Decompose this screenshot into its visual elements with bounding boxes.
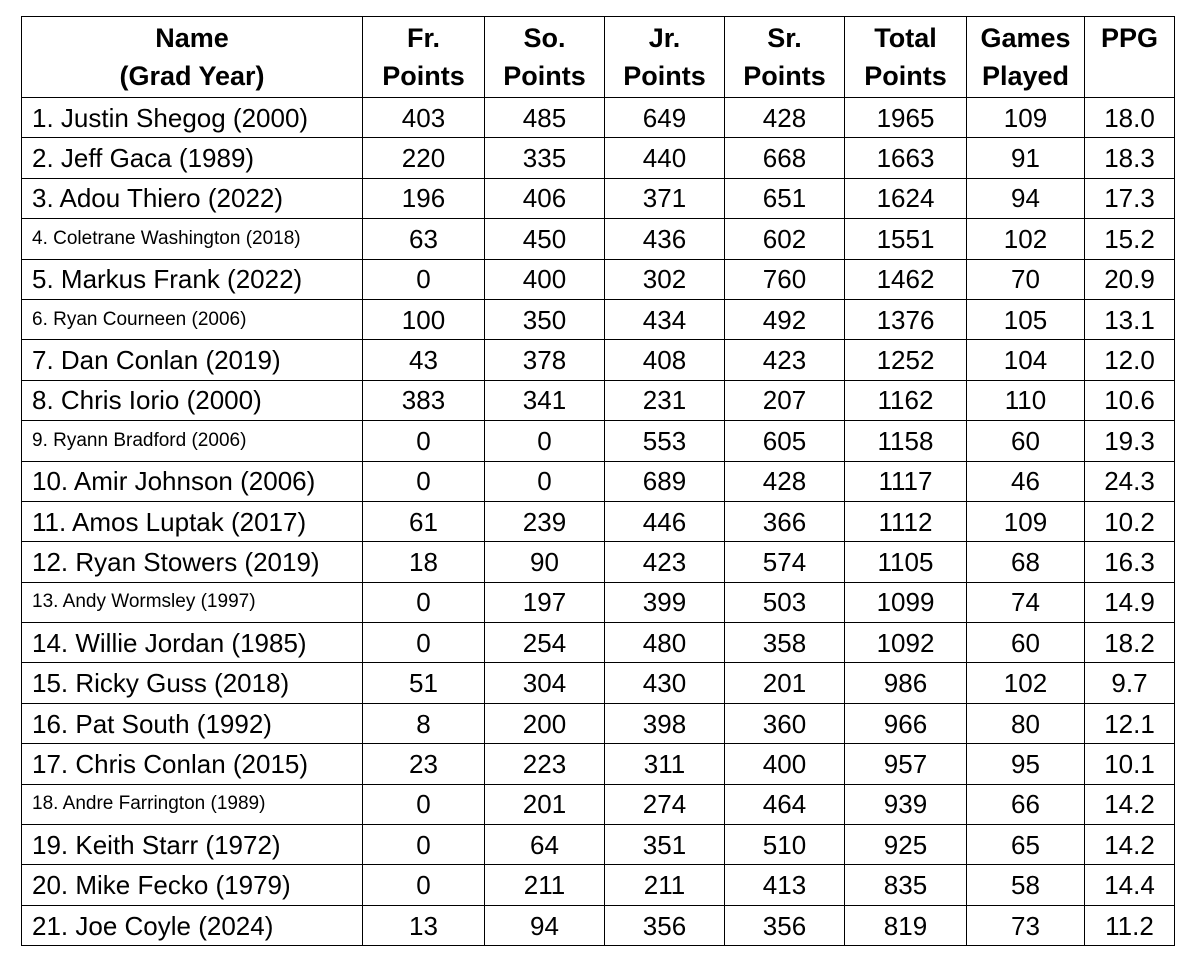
player-name-cell: 19. Keith Starr (1972) [22, 825, 363, 865]
total-points-cell: 1112 [845, 501, 967, 541]
so-points-cell: 450 [485, 219, 605, 259]
sr-points-cell: 400 [725, 744, 845, 784]
so-points-cell: 94 [485, 905, 605, 945]
so-points-cell: 485 [485, 98, 605, 138]
ppg-cell: 15.2 [1085, 219, 1175, 259]
player-name-cell: 2. Jeff Gaca (1989) [22, 138, 363, 178]
ppg-cell: 10.2 [1085, 501, 1175, 541]
table-row [22, 178, 1175, 218]
ppg-cell: 19.3 [1085, 421, 1175, 461]
fr-points-cell: 403 [363, 98, 485, 138]
sr-points-cell: 602 [725, 219, 845, 259]
ppg-cell: 10.1 [1085, 744, 1175, 784]
player-name-cell: 14. Willie Jordan (1985) [22, 623, 363, 663]
total-points-cell: 1105 [845, 542, 967, 582]
so-points-cell: 239 [485, 501, 605, 541]
fr-points-cell: 8 [363, 703, 485, 743]
table-row [22, 461, 1175, 501]
table-row [22, 623, 1175, 663]
jr-points-cell: 398 [605, 703, 725, 743]
table-row [22, 98, 1175, 138]
fr-points-cell: 0 [363, 259, 485, 299]
total-points-cell: 1092 [845, 623, 967, 663]
total-points-cell: 925 [845, 825, 967, 865]
table-row [22, 703, 1175, 743]
games-played-cell: 94 [967, 178, 1085, 218]
player-name-cell: 7. Dan Conlan (2019) [22, 340, 363, 380]
scoring-leaders-table [21, 16, 1175, 946]
ppg-cell: 24.3 [1085, 461, 1175, 501]
so-points-cell: 0 [485, 421, 605, 461]
so-points-cell: 335 [485, 138, 605, 178]
total-points-cell: 1162 [845, 380, 967, 420]
table-body [22, 98, 1175, 946]
jr-points-cell: 371 [605, 178, 725, 218]
games-played-cell: 104 [967, 340, 1085, 380]
jr-points-cell: 440 [605, 138, 725, 178]
so-points-cell: 254 [485, 623, 605, 663]
games-played-cell: 80 [967, 703, 1085, 743]
header-label-line: Games [980, 23, 1071, 53]
ppg-cell: 20.9 [1085, 259, 1175, 299]
sr-points-cell: 366 [725, 501, 845, 541]
total-points-cell: 1663 [845, 138, 967, 178]
player-name-cell: 17. Chris Conlan (2015) [22, 744, 363, 784]
games-played-cell: 70 [967, 259, 1085, 299]
games-played-cell: 74 [967, 582, 1085, 622]
sr-points-cell: 207 [725, 380, 845, 420]
ppg-cell: 13.1 [1085, 299, 1175, 339]
games-played-cell: 73 [967, 905, 1085, 945]
total-points-cell: 966 [845, 703, 967, 743]
sr-points-cell: 356 [725, 905, 845, 945]
header-label-line: Total [874, 23, 937, 53]
so-points-cell: 350 [485, 299, 605, 339]
player-name-cell: 1. Justin Shegog (2000) [22, 98, 363, 138]
table-row [22, 663, 1175, 703]
header-label-line: Fr. [406, 23, 440, 53]
ppg-cell: 12.1 [1085, 703, 1175, 743]
player-name-cell: 11. Amos Luptak (2017) [22, 501, 363, 541]
ppg-cell: 12.0 [1085, 340, 1175, 380]
table-row [22, 542, 1175, 582]
ppg-cell: 14.9 [1085, 582, 1175, 622]
games-played-cell: 109 [967, 501, 1085, 541]
jr-points-cell: 351 [605, 825, 725, 865]
sr-points-cell: 605 [725, 421, 845, 461]
player-name-cell: 15. Ricky Guss (2018) [22, 663, 363, 703]
fr-points-cell: 0 [363, 865, 485, 905]
jr-points-cell: 274 [605, 784, 725, 824]
total-points-cell: 1462 [845, 259, 967, 299]
table-row [22, 340, 1175, 380]
header-so-points [485, 17, 605, 98]
player-name-cell: 16. Pat South (1992) [22, 703, 363, 743]
games-played-cell: 102 [967, 663, 1085, 703]
player-name-cell: 12. Ryan Stowers (2019) [22, 542, 363, 582]
games-played-cell: 60 [967, 421, 1085, 461]
table-row [22, 299, 1175, 339]
total-points-cell: 1376 [845, 299, 967, 339]
header-label-line: Points [864, 61, 947, 91]
table-row [22, 219, 1175, 259]
player-name-cell: 8. Chris Iorio (2000) [22, 380, 363, 420]
header-label-line: Name [155, 23, 229, 53]
total-points-cell: 1099 [845, 582, 967, 622]
player-name-cell: 3. Adou Thiero (2022) [22, 178, 363, 218]
table-row [22, 421, 1175, 461]
fr-points-cell: 0 [363, 461, 485, 501]
sr-points-cell: 574 [725, 542, 845, 582]
table-row [22, 825, 1175, 865]
so-points-cell: 90 [485, 542, 605, 582]
games-played-cell: 66 [967, 784, 1085, 824]
sr-points-cell: 428 [725, 98, 845, 138]
ppg-cell: 16.3 [1085, 542, 1175, 582]
so-points-cell: 201 [485, 784, 605, 824]
player-name-cell: 9. Ryann Bradford (2006) [22, 421, 363, 461]
ppg-cell: 14.2 [1085, 825, 1175, 865]
ppg-cell: 11.2 [1085, 905, 1175, 945]
so-points-cell: 406 [485, 178, 605, 218]
jr-points-cell: 553 [605, 421, 725, 461]
header-games-played [967, 17, 1085, 98]
sr-points-cell: 428 [725, 461, 845, 501]
so-points-cell: 0 [485, 461, 605, 501]
so-points-cell: 223 [485, 744, 605, 784]
fr-points-cell: 23 [363, 744, 485, 784]
ppg-cell: 17.3 [1085, 178, 1175, 218]
total-points-cell: 957 [845, 744, 967, 784]
sr-points-cell: 464 [725, 784, 845, 824]
jr-points-cell: 399 [605, 582, 725, 622]
jr-points-cell: 436 [605, 219, 725, 259]
sr-points-cell: 510 [725, 825, 845, 865]
fr-points-cell: 220 [363, 138, 485, 178]
fr-points-cell: 0 [363, 421, 485, 461]
player-name-cell: 6. Ryan Courneen (2006) [22, 299, 363, 339]
games-played-cell: 105 [967, 299, 1085, 339]
header-name [22, 17, 363, 98]
sr-points-cell: 503 [725, 582, 845, 622]
jr-points-cell: 302 [605, 259, 725, 299]
header-total-points [845, 17, 967, 98]
ppg-cell: 18.2 [1085, 623, 1175, 663]
fr-points-cell: 18 [363, 542, 485, 582]
table-row [22, 582, 1175, 622]
games-played-cell: 102 [967, 219, 1085, 259]
total-points-cell: 1252 [845, 340, 967, 380]
fr-points-cell: 0 [363, 784, 485, 824]
jr-points-cell: 231 [605, 380, 725, 420]
sr-points-cell: 760 [725, 259, 845, 299]
total-points-cell: 1624 [845, 178, 967, 218]
total-points-cell: 1117 [845, 461, 967, 501]
games-played-cell: 46 [967, 461, 1085, 501]
games-played-cell: 91 [967, 138, 1085, 178]
games-played-cell: 95 [967, 744, 1085, 784]
so-points-cell: 400 [485, 259, 605, 299]
total-points-cell: 939 [845, 784, 967, 824]
fr-points-cell: 13 [363, 905, 485, 945]
jr-points-cell: 649 [605, 98, 725, 138]
header-label-line: So. [523, 23, 566, 53]
table-row [22, 380, 1175, 420]
header-label-line: Points [623, 61, 706, 91]
header-jr-points [605, 17, 725, 98]
player-name-cell: 13. Andy Wormsley (1997) [22, 582, 363, 622]
sr-points-cell: 360 [725, 703, 845, 743]
total-points-cell: 1551 [845, 219, 967, 259]
sr-points-cell: 651 [725, 178, 845, 218]
games-played-cell: 68 [967, 542, 1085, 582]
so-points-cell: 197 [485, 582, 605, 622]
header-label-line: Played [981, 61, 1070, 91]
so-points-cell: 304 [485, 663, 605, 703]
table-row [22, 744, 1175, 784]
table-row [22, 259, 1175, 299]
ppg-cell: 18.0 [1085, 98, 1175, 138]
jr-points-cell: 446 [605, 501, 725, 541]
sr-points-cell: 423 [725, 340, 845, 380]
jr-points-cell: 408 [605, 340, 725, 380]
ppg-cell: 18.3 [1085, 138, 1175, 178]
jr-points-cell: 211 [605, 865, 725, 905]
header-fr-points [363, 17, 485, 98]
fr-points-cell: 43 [363, 340, 485, 380]
player-name-cell: 10. Amir Johnson (2006) [22, 461, 363, 501]
sr-points-cell: 358 [725, 623, 845, 663]
table-row [22, 138, 1175, 178]
jr-points-cell: 356 [605, 905, 725, 945]
table-row [22, 501, 1175, 541]
so-points-cell: 64 [485, 825, 605, 865]
so-points-cell: 341 [485, 380, 605, 420]
header-label-line: PPG [1100, 23, 1159, 53]
fr-points-cell: 100 [363, 299, 485, 339]
table-row [22, 905, 1175, 945]
jr-points-cell: 311 [605, 744, 725, 784]
player-name-cell: 18. Andre Farrington (1989) [22, 784, 363, 824]
header-sr-points [725, 17, 845, 98]
table-row [22, 784, 1175, 824]
header-label-line: Points [743, 61, 826, 91]
jr-points-cell: 480 [605, 623, 725, 663]
ppg-cell: 14.4 [1085, 865, 1175, 905]
header-ppg [1085, 17, 1175, 98]
sr-points-cell: 201 [725, 663, 845, 703]
header-label-line: Sr. [767, 23, 802, 53]
games-played-cell: 109 [967, 98, 1085, 138]
ppg-cell: 10.6 [1085, 380, 1175, 420]
header-row [22, 17, 1175, 98]
fr-points-cell: 196 [363, 178, 485, 218]
header-label-line: Points [503, 61, 586, 91]
header-label-line: (Grad Year) [119, 61, 265, 91]
fr-points-cell: 0 [363, 623, 485, 663]
games-played-cell: 110 [967, 380, 1085, 420]
fr-points-cell: 383 [363, 380, 485, 420]
player-name-cell: 5. Markus Frank (2022) [22, 259, 363, 299]
jr-points-cell: 423 [605, 542, 725, 582]
fr-points-cell: 0 [363, 825, 485, 865]
sr-points-cell: 668 [725, 138, 845, 178]
fr-points-cell: 63 [363, 219, 485, 259]
ppg-cell: 14.2 [1085, 784, 1175, 824]
fr-points-cell: 51 [363, 663, 485, 703]
header-label-line: Jr. [648, 23, 681, 53]
total-points-cell: 1158 [845, 421, 967, 461]
jr-points-cell: 430 [605, 663, 725, 703]
total-points-cell: 986 [845, 663, 967, 703]
ppg-cell: 9.7 [1085, 663, 1175, 703]
jr-points-cell: 434 [605, 299, 725, 339]
fr-points-cell: 0 [363, 582, 485, 622]
so-points-cell: 200 [485, 703, 605, 743]
games-played-cell: 65 [967, 825, 1085, 865]
player-name-cell: 21. Joe Coyle (2024) [22, 905, 363, 945]
table-row [22, 865, 1175, 905]
sr-points-cell: 413 [725, 865, 845, 905]
games-played-cell: 58 [967, 865, 1085, 905]
games-played-cell: 60 [967, 623, 1085, 663]
jr-points-cell: 689 [605, 461, 725, 501]
fr-points-cell: 61 [363, 501, 485, 541]
header-label-line: Points [382, 61, 465, 91]
total-points-cell: 835 [845, 865, 967, 905]
total-points-cell: 819 [845, 905, 967, 945]
player-name-cell: 4. Coletrane Washington (2018) [22, 219, 363, 259]
player-name-cell: 20. Mike Fecko (1979) [22, 865, 363, 905]
total-points-cell: 1965 [845, 98, 967, 138]
so-points-cell: 378 [485, 340, 605, 380]
sr-points-cell: 492 [725, 299, 845, 339]
so-points-cell: 211 [485, 865, 605, 905]
